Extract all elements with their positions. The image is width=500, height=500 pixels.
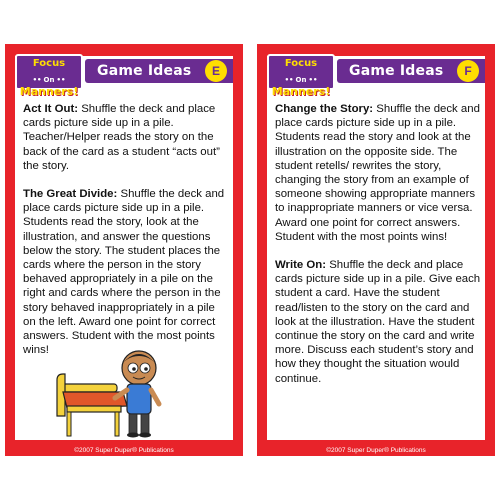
section-act-it-out xyxy=(23,102,229,173)
section-text: Shuffle the deck and place cards picture side up in a pile. Teacher/Helper reads the story on the back of the card as a student “acts out” the story. xyxy=(23,103,220,172)
card-letter-badge: F xyxy=(457,60,479,82)
card-body xyxy=(275,102,481,400)
section-text: Shuffle the deck and place cards picture side up in a pile. Students read the story and look at the illustration on the opposite side. The student retells/ rewrites the story, changing the story from an example of someone showing appropriate manners to inappropriate manners or vice versa. Award one point for correct answers. Student with the most points wins! xyxy=(275,103,480,243)
section-text: Shuffle the deck and place cards picture side up in a pile. Students read the story, look at the illustration, and answer the questions below the story. The student places the cards where the person in the story behaved appropriately in a pile on the right and cards where the person in the story behaved inappropriately in a pile on the left. Award one point for correct answers. Student with the most points wins! xyxy=(23,188,225,357)
card-header xyxy=(15,56,233,98)
card-panel xyxy=(15,56,233,440)
section-change-the-story xyxy=(275,102,481,244)
section-heading: Act It Out: xyxy=(23,103,79,115)
card-panel xyxy=(267,56,485,440)
boy-making-bed-illustration xyxy=(53,346,173,438)
title-bar xyxy=(85,59,233,83)
section-heading: Write On: xyxy=(275,259,327,272)
card-header xyxy=(267,56,485,98)
focus-on-manners-logo: Focus •• On •• Manners! xyxy=(15,54,83,90)
card-title: Game Ideas xyxy=(349,63,444,79)
copyright-footer: ©2007 Super Duper® Publications xyxy=(74,447,174,454)
game-card-f xyxy=(257,44,495,456)
title-bar xyxy=(337,59,485,83)
card-letter-badge: E xyxy=(205,60,227,82)
copyright-footer: ©2007 Super Duper® Publications xyxy=(326,447,426,454)
section-heading: Change the Story: xyxy=(275,103,374,115)
card-body xyxy=(23,102,229,371)
focus-on-manners-logo: Focus •• On •• Manners! xyxy=(267,54,335,90)
section-heading: The Great Divide: xyxy=(23,188,118,201)
section-text: Shuffle the deck and place cards picture side up in a pile. Give each student a card. Have the student read/listen to the story on the card and look at the illustration. Have the student continue the story on the card and write more. Discuss each student’s story and how they thought the situation would continue. xyxy=(275,259,481,385)
card-title: Game Ideas xyxy=(97,63,192,79)
section-write-on xyxy=(275,258,481,386)
game-card-e xyxy=(5,44,243,456)
section-great-divide xyxy=(23,187,229,357)
